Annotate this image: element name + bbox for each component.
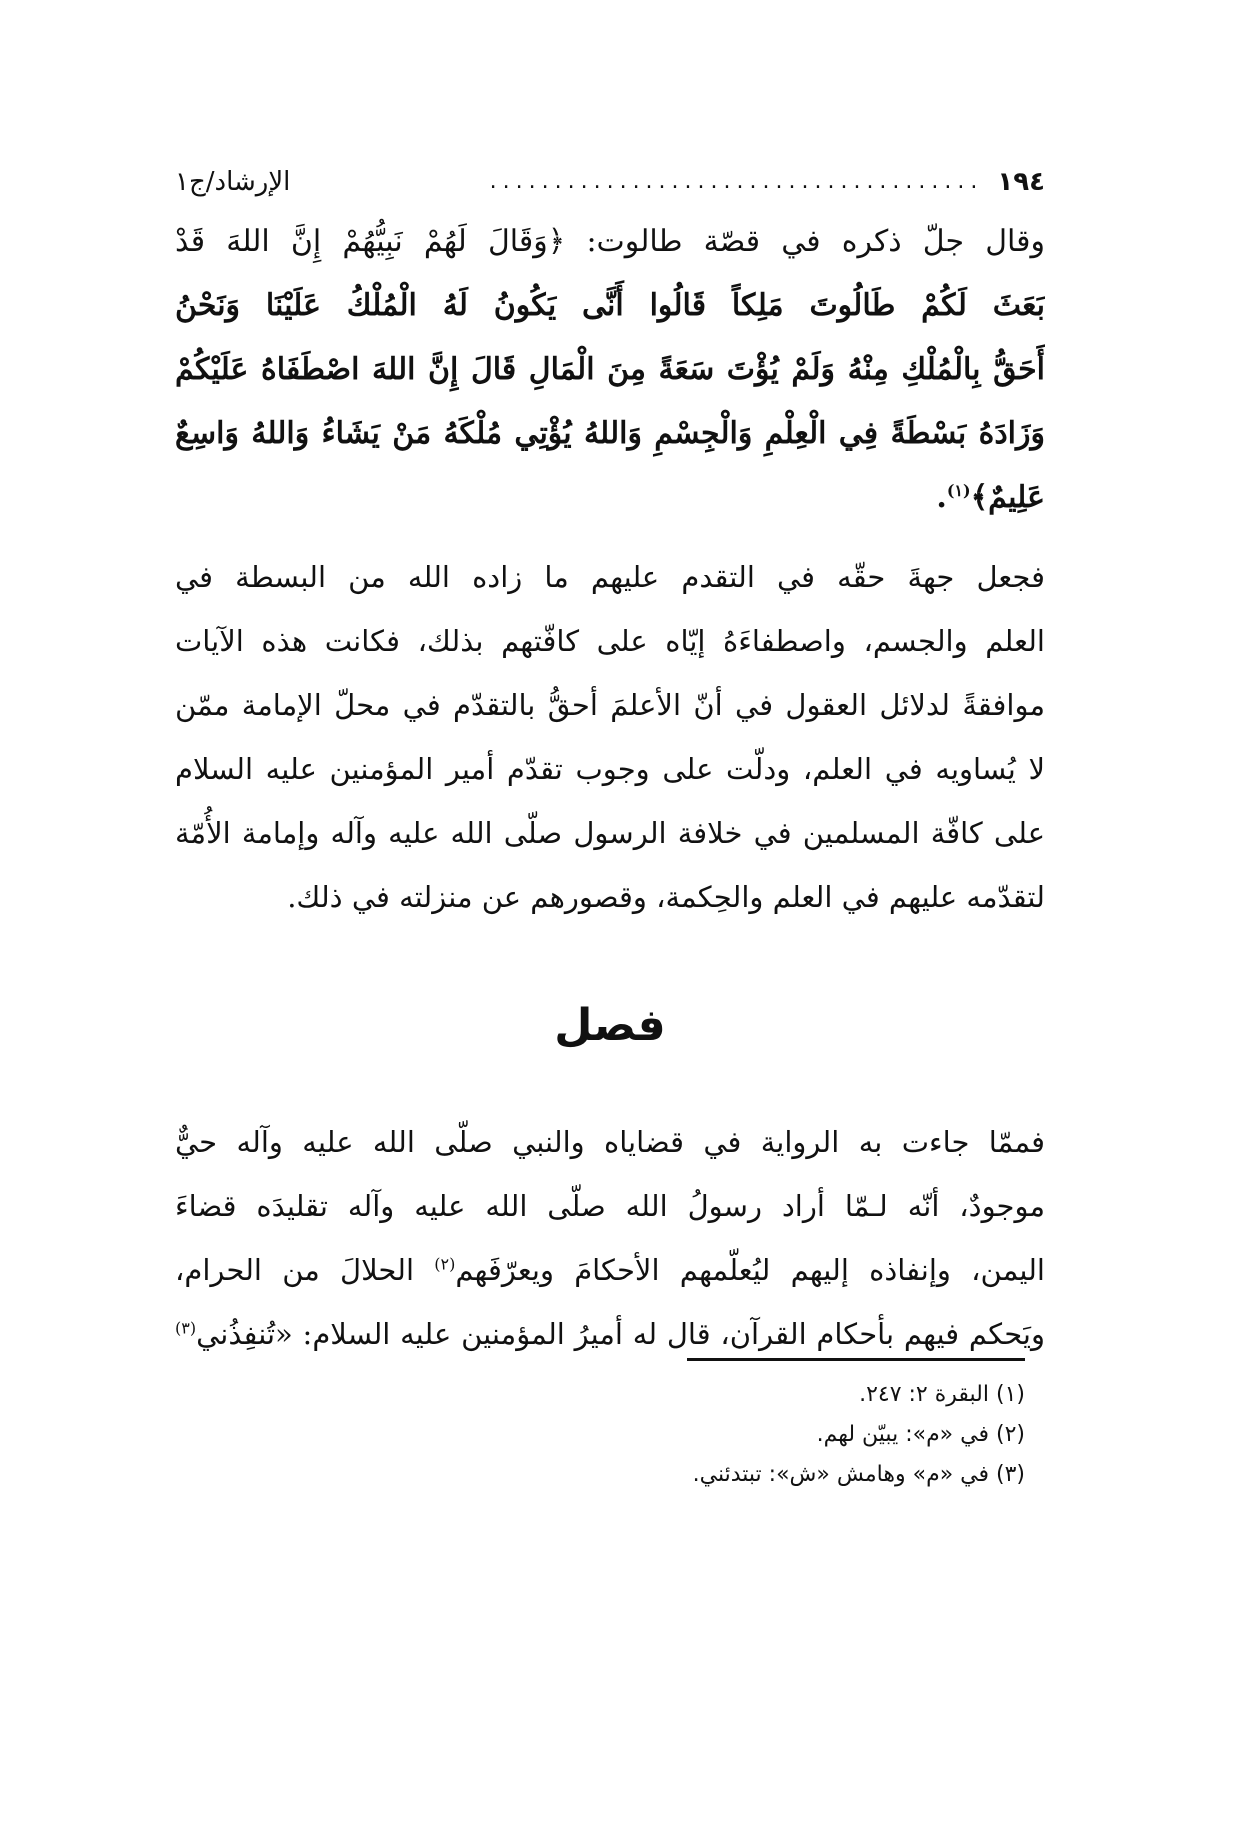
paragraph-line: وَزَادَهُ بَسْطَةً فِي الْعِلْمِ وَالْجِسْمِ وَاللهُ يُؤْتِي مُلْكَهُ مَنْ يَشَاءُ وَاللهُ وَاسِعٌ bbox=[175, 416, 1045, 451]
paragraph-line: فممّا جاءت به الرواية في قضاياه والنبي صلّى الله عليه وآله حيٌّ bbox=[175, 1125, 1045, 1159]
paragraph-line-last: لتقدّمه عليهم في العلم والحِكمة، وقصورهم عن منزلته في ذلك. bbox=[287, 880, 1045, 914]
paragraph-line: موجودٌ، أنّه لـمّا أراد رسولُ الله صلّى الله عليه وآله تقليدَه قضاءَ bbox=[175, 1189, 1045, 1223]
page-number: ١٩٤ bbox=[997, 167, 1045, 197]
footnote-3: (٣) في «م» وهامش «ش»: تبتدئني. bbox=[692, 1462, 1025, 1487]
running-title: الإرشاد/ج١ bbox=[175, 167, 291, 197]
paragraph-line: أَحَقُّ بِالْمُلْكِ مِنْهُ وَلَمْ يُؤْتَ سَعَةً مِنَ الْمَالِ قَالَ إِنَّ اللهَ اصْطَفَاهُ عَلَيْكُمْ bbox=[175, 352, 1045, 387]
footnote-1: (١) البقرة ٢: ٢٤٧. bbox=[859, 1382, 1025, 1407]
paragraph-line: بَعَثَ لَكُمْ طَالُوتَ مَلِكاً قَالُوا أَنَّى يَكُونُ لَهُ الْمُلْكُ عَلَيْنَا وَنَحْنُ bbox=[175, 288, 1045, 323]
paragraph-line bbox=[175, 1302, 1045, 1366]
footnote-ref-3: (٣) bbox=[175, 1318, 197, 1338]
paragraph-line: العلم والجسم، واصطفاءَهُ إيّاه على كافّتهم بذلك، فكانت هذه الآيات bbox=[175, 624, 1045, 658]
line-text: اليمن، وإنفاذه إليهم ليُعلّمهم الأحكامَ ويعرّفَهم bbox=[455, 1253, 1045, 1287]
footnote-separator bbox=[687, 1358, 1025, 1361]
commentary-paragraph bbox=[175, 545, 1045, 929]
header-leader-dots: ...................................... bbox=[489, 171, 984, 193]
sentence-end: . bbox=[936, 480, 947, 515]
paragraph-line: على كافّة المسلمين في خلافة الرسول صلّى الله عليه وآله وإمامة الأُمّة bbox=[175, 816, 1045, 850]
page-header bbox=[175, 162, 1045, 202]
paragraph-line bbox=[175, 1238, 1045, 1302]
quran-verse-end: عَلِيمٌ﴾ bbox=[970, 480, 1045, 515]
line-text: ويَحكم فيهم بأحكام القرآن، قال له أميرُ المؤمنين عليه السلام: «تُنفِذُني bbox=[196, 1317, 1045, 1351]
paragraph-line: فجعل جهةَ حقّه في التقدم عليهم ما زاده الله من البسطة في bbox=[175, 560, 1045, 594]
quran-quote-paragraph bbox=[175, 210, 1045, 530]
paragraph-line: وقال جلّ ذكره في قصّة طالوت: ﴿وَقَالَ لَهُمْ نَبِيُّهُمْ إِنَّ اللهَ قَدْ bbox=[175, 224, 1045, 259]
footnote-ref-2: (٢) bbox=[434, 1254, 456, 1274]
paragraph-line: موافقةً لدلائل العقول في أنّ الأعلمَ أحقُّ بالتقدّم في محلّ الإمامة ممّن bbox=[175, 688, 1045, 722]
footnote-ref-1: (١) bbox=[946, 481, 971, 500]
paragraph-line: لا يُساويه في العلم، ودلّت على وجوب تقدّم أمير المؤمنين عليه السلام bbox=[175, 752, 1045, 786]
section-heading: فصل bbox=[554, 1000, 666, 1051]
footnotes bbox=[175, 1375, 1025, 1495]
narration-paragraph bbox=[175, 1110, 1045, 1366]
paragraph-line-last bbox=[175, 466, 1045, 530]
footnote-2: (٢) في «م»: يبيّن لهم. bbox=[816, 1422, 1025, 1447]
line-text: الحلالَ من الحرام، bbox=[175, 1253, 435, 1287]
